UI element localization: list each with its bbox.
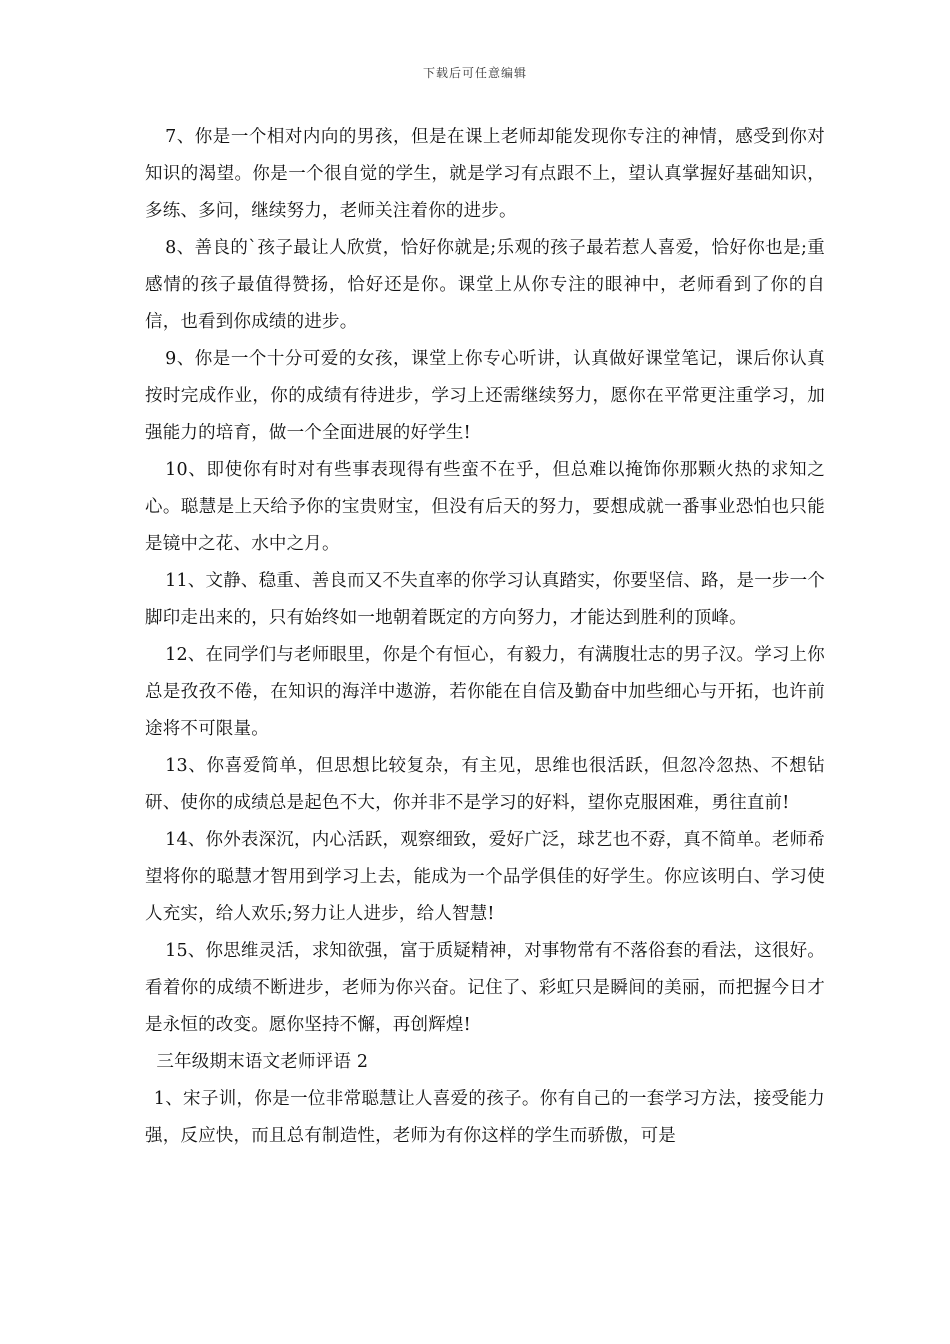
- paragraph-13: 13、你喜爱简单，但思想比较复杂，有主见，思维也很活跃，但忽冷忽热、不想钻研、使你的成绩总是起色不大，你并非不是学习的好料，望你克服困难，勇往直前!: [145, 756, 825, 813]
- paragraph-9: 9、你是一个十分可爱的女孩，课堂上你专心听讲，认真做好课堂笔记，课后你认真按时完成作业，你的成绩有待进步，学习上还需继续努力，愿你在平常更注重学习，加强能力的培育，做一个全面进展的好学生!: [145, 349, 825, 443]
- section-paragraph-1: 1、宋子训，你是一位非常聪慧让人喜爱的孩子。你有自己的一套学习方法，接受能力强，反应快，而且总有制造性，老师为有你这样的学生而骄傲，可是: [145, 1089, 825, 1146]
- paragraph-15: 15、你思维灵活，求知欲强，富于质疑精神，对事物常有不落俗套的看法，这很好。看着你的成绩不断进步，老师为你兴奋。记住了、彩虹只是瞬间的美丽，而把握今日才是永恒的改变。愿你坚持不懈，再创辉煌!: [145, 941, 825, 1035]
- paragraph-8: 8、善良的`孩子最让人欣赏，恰好你就是;乐观的孩子最若惹人喜爱，恰好你也是;重感情的孩子最值得赞扬，恰好还是你。课堂上从你专注的眼神中，老师看到了你的自信，也看到你成绩的进步。: [145, 238, 825, 332]
- paragraph-10: 10、即使你有时对有些事表现得有些蛮不在乎，但总难以掩饰你那颗火热的求知之心。聪慧是上天给予你的宝贵财宝，但没有后天的努力，要想成就一番事业恐怕也只能是镜中之花、水中之月。: [145, 460, 825, 554]
- page-header: 下载后可任意编辑: [422, 66, 527, 80]
- section-title: 三年级期末语文老师评语 2: [156, 1052, 369, 1072]
- document-body: [145, 119, 825, 1155]
- paragraph-12: 12、在同学们与老师眼里，你是个有恒心，有毅力，有满腹壮志的男子汉。学习上你总是孜孜不倦，在知识的海洋中遨游，若你能在自信及勤奋中加些细心与开拓，也许前途将不可限量。: [145, 645, 825, 739]
- paragraph-14: 14、你外表深沉，内心活跃，观察细致，爱好广泛，球艺也不孬，真不简单。老师希望将你的聪慧才智用到学习上去，能成为一个品学俱佳的好学生。你应该明白、学习使人充实，给人欢乐;努力让人进步，给人智慧!: [145, 830, 825, 924]
- paragraph-11: 11、文静、稳重、善良而又不失直率的你学习认真踏实，你要坚信、路，是一步一个脚印走出来的，只有始终如一地朝着既定的方向努力，才能达到胜利的顶峰。: [145, 571, 825, 628]
- paragraph-7: 7、你是一个相对内向的男孩，但是在课上老师却能发现你专注的神情，感受到你对知识的渴望。你是一个很自觉的学生，就是学习有点跟不上，望认真掌握好基础知识，多练、多问，继续努力，老师关注着你的进步。: [145, 127, 825, 221]
